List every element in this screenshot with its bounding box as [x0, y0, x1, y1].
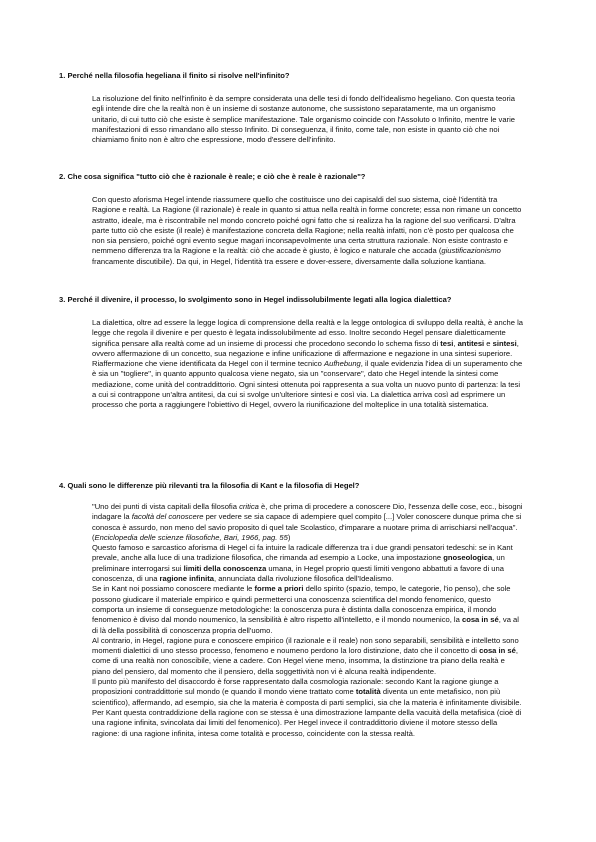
bold-text: forme a priori [254, 584, 304, 594]
answer-paragraph [92, 543, 524, 584]
paragraph-text: , ovvero affermazione di un concetto, sua negazione e infine unificazione di affermazione e negazione in una sintesi superiore. Riaffermazione che viene identificata da Hegel con il termine tecnico [92, 338, 519, 369]
question-heading: 2. Che cosa significa "tutto ciò che è razionale è reale; e ciò che è reale è razionale"? [59, 172, 366, 181]
paragraph-text: francamente discutibile). Da qui, in Hegel, l'identità tra essere e dover-essere, diversamente dalla soluzione kantiana. [92, 256, 487, 266]
paragraph-text: Al contrario, in Hegel, ragione pura e conoscere empirico (il razionale e il reale) non sono separabili, sensibilità e intelletto sono momenti dialettici di uno stesso processo, fenomeno e noumeno perdono la loro distinzione, dato che il concetto di [92, 635, 519, 656]
bold-text: ragione infinita [159, 574, 214, 584]
answer-paragraph [92, 636, 524, 677]
answer-block [92, 318, 524, 411]
answer-paragraph [92, 502, 524, 543]
paragraph-text: ) [287, 532, 291, 542]
italic-text: facoltà del conoscere [131, 512, 204, 522]
paragraph-text: Se in Kant noi possiamo conoscere mediante le [92, 584, 255, 594]
paragraph-text: "Uno dei punti di vista capitali della filosofia [92, 502, 240, 511]
bold-text: sintesi [492, 338, 517, 348]
paragraph-text: e [484, 338, 493, 348]
answer-block [92, 94, 524, 145]
paragraph-text: umana, in Hegel proprio questi limiti vengono abbattuti a favore di una conoscenza, di una [92, 563, 504, 584]
paragraph-text: La risoluzione del finito nell'infinito è da sempre considerata una delle tesi di fondo dell'idealismo hegeliano. Con questa teoria egli intende dire che la realtà non è un insieme di sostanze autonome, che sussistono separatamente, ma un organismo unitario, di cui tutto ciò che esiste è semplice manifestazione. Tale organismo coincide con l'Assoluto o Infinito, mentre le varie manifestazioni di esso rimandano allo stesso Infinito. Di conseguenza, il finito, come tale, non esiste in quanto ciò che noi chiamiamo finito non è altro che espressione, modo d'essere dell'infinito. [92, 94, 515, 145]
answer-paragraph [92, 195, 524, 267]
paragraph-text: dello spirito (spazio, tempo, le categorie, l'io penso), che sole possono giudicare il materiale empirico e quindi permetterci una conoscenza scientifica del mondo fenomenico, questo comporta un insieme di conseguenze metodologiche: la conoscenza pura è distinta dalla conoscenza empirica, il mondo fenomenico è diviso dal mondo noumenico, la sensibilità è altro rispetto all'intelletto, e il mondo noumenico, la [92, 584, 511, 625]
paragraph-text: Con questo aforisma Hegel intende riassumere quello che costituisce uno dei capisaldi del suo sistema, cioè l'identità tra Ragione e realtà. La Ragione (il razionale) è reale in quanto si attua nella realtà in forme concrete; essa non rimane un concetto astratto, ideale, ma è riscontrabile nel mondo concreto poiché ogni fatto che si realizza ha la ragione del suo verificarsi. D'altra parte tutto ciò che esiste (il reale) è manifestazione concreta della Ragione; nella realtà infatti, non c'è posto per qualcosa che non sia pensiero, poiché ogni evento segue magari inconsapevolmente una certa struttura razionale. Non esiste contrasto e nemmeno differenza tra la Ragione e la realtà: ciò che accade è giusto, è logico e naturale che accada ( [92, 195, 522, 256]
question-heading: 3. Perché il divenire, il processo, lo svolgimento sono in Hegel indissolubilmente legati alla logica dialettica? [59, 295, 452, 304]
italic-text: Aufhebung [324, 359, 361, 369]
paragraph-text: , un preliminare interrogarsi sui [92, 553, 505, 573]
answer-paragraph [92, 318, 524, 411]
italic-text: Enciclopedia delle scienze filosofiche, Bari, 1966, pag. 55 [94, 532, 288, 542]
bold-text: limiti della conoscenza [183, 563, 267, 573]
paragraph-text: La dialettica, oltre ad essere la legge logica di comprensione della realtà e la legge ontologica di sviluppo della realtà, è anche la legge che regola il divenire e per questo è legata indissolubilmente ad esso. Inoltre secondo Hegel pensare dialetticamente significa pensare alla realtà come ad un insieme di processi che procedono secondo lo schema fisso di [92, 318, 524, 348]
answer-block [92, 502, 524, 739]
italic-text: giustificazionismo [441, 246, 501, 256]
answer-paragraph [92, 677, 524, 739]
paragraph-text: Il punto più manifesto del disaccordo è forse rappresentato dalla cosmologia razionale: secondo Kant la ragione giunge a proposizioni contraddittorie sul mondo (e quando il mondo viene trattato come [92, 677, 499, 697]
paragraph-text: , il quale evidenzia l'idea di un superamento che è sia un "togliere", in quanto appunto qualcosa viene negato, sia un "conservare", dato che Hegel intende la sintesi come mediazione, come unità del contraddittorio. Ogni sintesi ottenuta poi rappresenta a sua volta un nuovo punto di partenza: la tesi a cui si contrappone un'altra antitesi, da cui si svolge un'ulteriore sintesi e così via. La dialettica arriva così ad esprimere un processo che porta a raggiungere l'obiettivo di Hegel, ovvero la riunificazione del molteplice in una totalità sistematica. [92, 359, 523, 410]
paragraph-text: , [453, 338, 458, 348]
bold-text: cosa in sé [479, 646, 516, 656]
paragraph-text: Questo famoso e sarcastico aforisma di Hegel ci fa intuire la radicale differenza tra i due grandi pensatori tedeschi: se in Kant prevale, anche alla luce di una tradizione filosofica, che rimanda ad esempio a Locke, una impostazione [92, 543, 513, 563]
bold-text: cosa in sé [461, 615, 499, 625]
bold-text: antitesi [457, 338, 485, 348]
bold-text: tesi [440, 338, 454, 348]
paragraph-text: per vedere se sia capace di adempiere quel compito [...] Voler conoscere dunque prima che si conosca è assurdo, non meno del savio proposito di quel tale Scolastico, d'imparare a nuotare prima di arrischiarsi nell'acqua". ( [92, 512, 522, 542]
bold-text: totalità [355, 687, 381, 697]
answer-paragraph [92, 584, 524, 635]
paragraph-text: , annunciata dalla rivoluzione filosofica dell'Idealismo. [213, 574, 394, 584]
paragraph-text: , come di una realtà non conoscibile, viene a cadere. Con Hegel viene meno, insomma, la distinzione tra piano della realtà e piano del pensiero, dal momento che il pensiero, della soggettività non vi è alcuna realtà indipendente. [92, 646, 518, 676]
question-heading: 1. Perché nella filosofia hegeliana il finito si risolve nell'infinito? [59, 71, 290, 80]
bold-text: gnoseologica [443, 553, 493, 563]
answer-block [92, 195, 524, 267]
question-heading: 4. Quali sono le differenze più rilevanti tra la filosofia di Kant e la filosofia di Hegel? [59, 481, 360, 490]
answer-paragraph [92, 94, 524, 145]
paragraph-text: , va al di là della possibilità di conoscenza propria dell'uomo. [92, 615, 519, 635]
paragraph-text: diventa un ente metafisico, non più scientifico), affermando, ad esempio, sia che la materia è composta di parti semplici, sia che la materia è infinitamente divisibile. Per Kant questa contraddizione della ragione con se stessa è una dimostrazione lampante della vacuità della metafisica (cioè di una ragione infinita, svincolata dai limiti del fenomenico). Per Hegel invece il contraddittorio diviene il motore stesso della ragione: di una ragione infinita, intesa come totalità e processo, coincidente con la stessa realtà. [92, 687, 522, 738]
italic-text: critica [239, 502, 259, 511]
paragraph-text: è, che prima di procedere a conoscere Dio, l'essenza delle cose, ecc., bisogni indagare la [92, 502, 523, 522]
